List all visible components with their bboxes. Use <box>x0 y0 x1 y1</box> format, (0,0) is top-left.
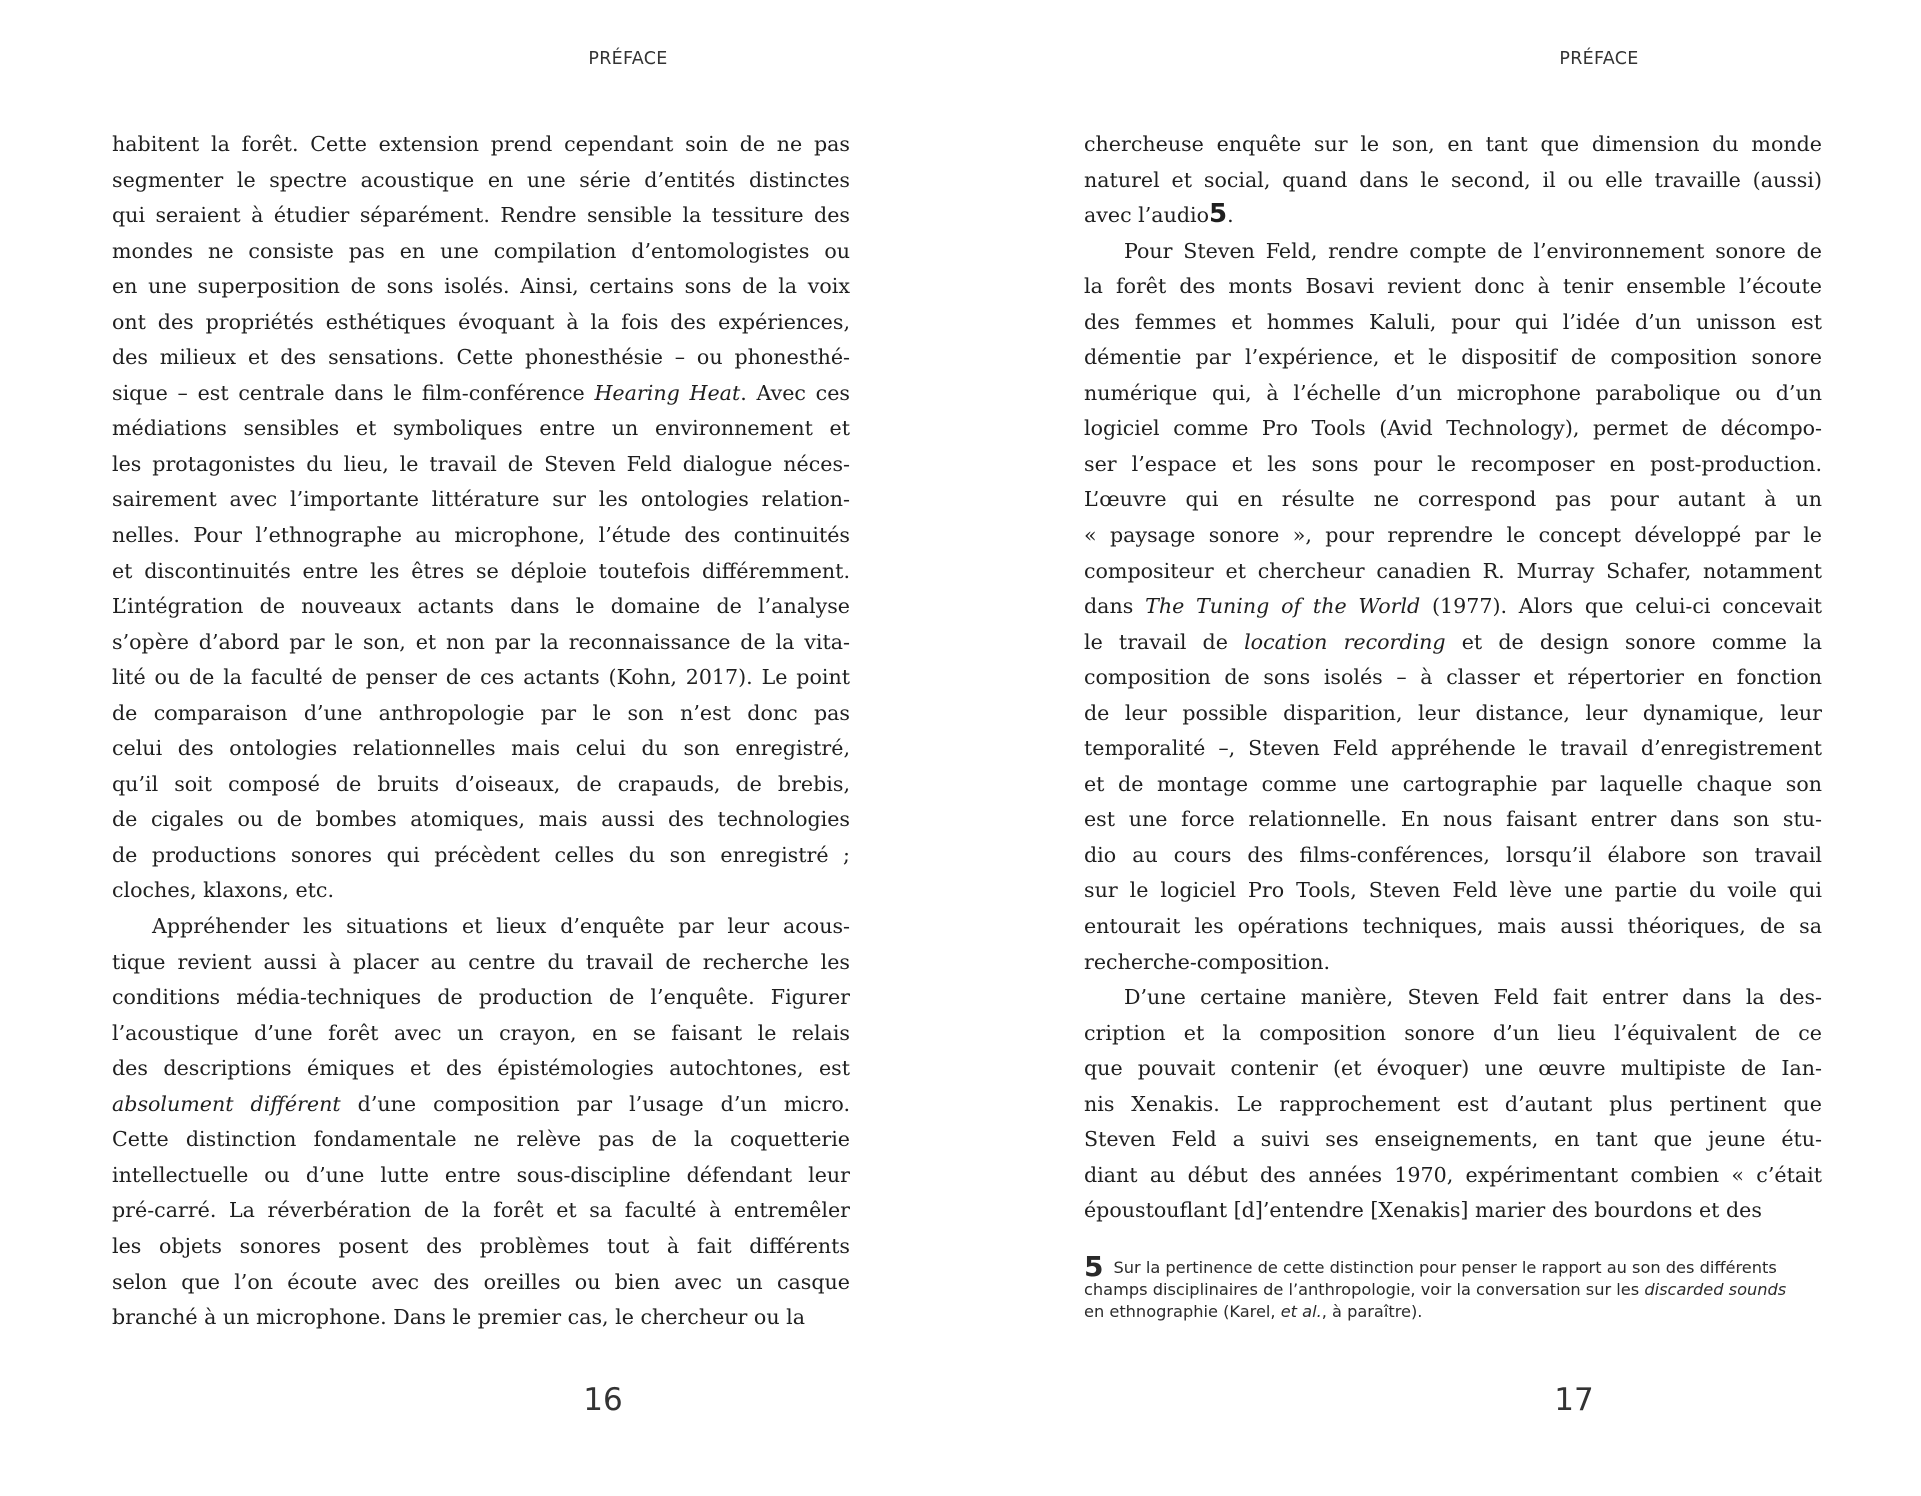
footnote-text: , à paraître). <box>1321 1302 1423 1321</box>
text-run: dans <box>1084 594 1146 619</box>
italic-text: absolument différent <box>112 1091 341 1116</box>
running-head: PRÉFACE <box>588 49 668 69</box>
text-line: temporalité –, Steven Feld appréhende le travail d’enregistrement <box>1084 736 1822 761</box>
text-line: démentie par l’expérience, et le dispositif de composition sonore <box>1084 345 1822 370</box>
text-line <box>112 376 850 412</box>
text-line: des milieux et des sensations. Cette phonesthésie – ou phonesthé- <box>112 345 850 370</box>
text-line: nis Xenakis. Le rapprochement est d’autant plus pertinent que <box>1084 1091 1822 1116</box>
text-line: segmenter le spectre acoustique en une série d’entités distinctes <box>112 167 850 192</box>
text-line: nelles. Pour l’ethnographe au microphone, l’étude des continuités <box>112 523 850 548</box>
text-run: (1977). Alors que celui-ci concevait <box>1420 594 1822 619</box>
text-line <box>1084 589 1822 625</box>
text-line: ser l’espace et les sons pour le recomposer en post-production. <box>1084 451 1822 476</box>
text-line: de productions sonores qui précèdent celles du son enregistré ; <box>112 842 850 867</box>
text-line: les protagonistes du lieu, le travail de Steven Feld dialogue néces- <box>112 451 850 476</box>
text-line: cloches, klaxons, etc. <box>112 878 334 903</box>
text-line: numérique qui, à l’échelle d’un microphone parabolique ou d’un <box>1084 380 1822 405</box>
text-line: l’acoustique d’une forêt avec un crayon, en se faisant le relais <box>112 1020 850 1045</box>
text-line <box>112 1087 850 1123</box>
text-line: de cigales ou de bombes atomiques, mais aussi des technologies <box>112 807 850 832</box>
text-line: époustouflant [d]’entendre [Xenakis] marier des bourdons et des <box>1084 1198 1762 1223</box>
text-run: . Avec ces <box>740 380 850 405</box>
text-line: sairement avec l’importante littérature sur les ontologies relation- <box>112 487 850 512</box>
footnote-italic: et al. <box>1280 1302 1322 1321</box>
running-head: PRÉFACE <box>1559 49 1639 69</box>
text-line: dio au cours des films-conférences, lorsqu’il élabore son travail <box>1084 842 1822 867</box>
text-line: Appréhender les situations et lieux d’enquête par leur acous- <box>152 914 850 939</box>
text-line: branché à un microphone. Dans le premier cas, le chercheur ou la <box>112 1305 805 1330</box>
text-line: chercheuse enquête sur le son, en tant que dimension du monde <box>1084 132 1822 156</box>
text-line: mondes ne consiste pas en une compilation d’entomologistes ou <box>112 238 850 263</box>
footnote-text: Sur la pertinence de cette distinction pour penser le rapport au son des différents champs disciplinaires de l’anthropologie, voir la conversation sur les <box>1084 1258 1777 1299</box>
text-line: L’œuvre qui en résulte ne correspond pas pour autant à un <box>1084 487 1822 512</box>
text-line: et de montage comme une cartographie par laquelle chaque son <box>1084 771 1822 796</box>
text-line: des femmes et hommes Kaluli, pour qui l’idée d’un unisson est <box>1084 309 1822 334</box>
text-line: diant au début des années 1970, expérimentant combien « c’était <box>1084 1162 1822 1187</box>
footnote <box>1084 1250 1804 1323</box>
text-line: intellectuelle ou d’une lutte entre sous-discipline défendant leur <box>112 1162 850 1187</box>
text-run: et de design sonore comme la <box>1445 629 1823 654</box>
text-line: Steven Feld a suivi ses enseignements, en tant que jeune étu- <box>1084 1127 1822 1152</box>
text-line: naturel et social, quand dans le second, il ou elle travaille (aussi) <box>1084 167 1822 192</box>
text-line: cription et la composition sonore d’un lieu l’équivalent de ce <box>1084 1020 1822 1045</box>
text-line: de leur possible disparition, leur distance, leur dynamique, leur <box>1084 700 1822 725</box>
text-line: ont des propriétés esthétiques évoquant à la fois des expériences, <box>112 309 850 334</box>
text-line: sur le logiciel Pro Tools, Steven Feld lève une partie du voile qui <box>1084 878 1822 903</box>
text-line: conditions média-techniques de production de l’enquête. Figurer <box>112 985 850 1010</box>
text-line: lité ou de la faculté de penser de ces actants (Kohn, 2017). Le point <box>112 665 850 690</box>
text-line: composition de sons isolés – à classer et répertorier en fonction <box>1084 665 1822 690</box>
text-line: entourait les opérations techniques, mais aussi théoriques, de sa <box>1084 914 1822 939</box>
text-line: « paysage sonore », pour reprendre le concept développé par le <box>1084 523 1822 548</box>
text-line: est une force relationnelle. En nous faisant entrer dans son stu- <box>1084 807 1822 832</box>
body-text <box>112 127 850 1336</box>
text-line: pré-carré. La réverbération de la forêt et sa faculté à entremêler <box>112 1198 850 1223</box>
right-page <box>961 0 1921 1496</box>
footnote-ref: 5 <box>1209 199 1228 230</box>
italic-text: The Tuning of the World <box>1145 594 1421 619</box>
text-line: D’une certaine manière, Steven Feld fait entrer dans la des- <box>1124 985 1822 1010</box>
italic-text: Hearing Heat <box>594 380 741 405</box>
text-line: médiations sensibles et symboliques entre un environnement et <box>112 416 850 441</box>
text-line: qui seraient à étudier séparément. Rendre sensible la tessiture des <box>112 203 850 228</box>
text-line: que pouvait contenir (et évoquer) une œuvre multipiste de Ian- <box>1084 1056 1822 1081</box>
text-line: logiciel comme Pro Tools (Avid Technology), permet de décompo- <box>1084 416 1822 441</box>
text-line: les objets sonores posent des problèmes tout à fait différents <box>112 1233 850 1258</box>
text-line: L’intégration de nouveaux actants dans le domaine de l’analyse <box>112 594 850 619</box>
italic-text: location recording <box>1244 629 1446 654</box>
text-line: et discontinuités entre les êtres se déploie toutefois différemment. <box>112 558 850 583</box>
left-page <box>0 0 960 1496</box>
footnote-text: en ethnographie (Karel, <box>1084 1302 1281 1321</box>
text-run: avec l’audio <box>1084 203 1210 228</box>
text-line: tique revient aussi à placer au centre du travail de recherche les <box>112 949 850 974</box>
body-text <box>1084 127 1822 1229</box>
text-line: Cette distinction fondamentale ne relève pas de la coquetterie <box>112 1127 850 1152</box>
text-line: en une superposition de sons isolés. Ainsi, certains sons de la voix <box>112 274 850 299</box>
footnote-italic: discarded sounds <box>1644 1280 1787 1299</box>
text-line <box>1084 625 1822 661</box>
footnote-number: 5 <box>1084 1250 1104 1283</box>
text-run: . <box>1227 203 1234 228</box>
text-run: le travail de <box>1084 629 1245 654</box>
text-line: des descriptions émiques et des épistémologies autochtones, est <box>112 1056 850 1081</box>
text-line <box>1084 198 1822 234</box>
text-line: la forêt des monts Bosavi revient donc à tenir ensemble l’écoute <box>1084 274 1822 299</box>
text-line: recherche-composition. <box>1084 949 1331 974</box>
text-run: sique – est centrale dans le film-conférence <box>112 380 595 405</box>
text-line: compositeur et chercheur canadien R. Murray Schafer, notamment <box>1084 558 1822 583</box>
text-line: celui des ontologies relationnelles mais celui du son enregistré, <box>112 736 850 761</box>
page-number: 17 <box>1554 1382 1594 1418</box>
text-line: Pour Steven Feld, rendre compte de l’environnement sonore de <box>1124 238 1822 263</box>
text-line: qu’il soit composé de bruits d’oiseaux, de crapauds, de brebis, <box>112 771 850 796</box>
text-line: de comparaison d’une anthropologie par le son n’est donc pas <box>112 700 850 725</box>
text-line: s’opère d’abord par le son, et non par la reconnaissance de la vita- <box>112 629 850 654</box>
text-line: selon que l’on écoute avec des oreilles ou bien avec un casque <box>112 1269 850 1294</box>
text-run: d’une composition par l’usage d’un micro. <box>340 1091 850 1116</box>
text-line: habitent la forêt. Cette extension prend cependant soin de ne pas <box>112 132 850 156</box>
page-number: 16 <box>583 1382 623 1418</box>
